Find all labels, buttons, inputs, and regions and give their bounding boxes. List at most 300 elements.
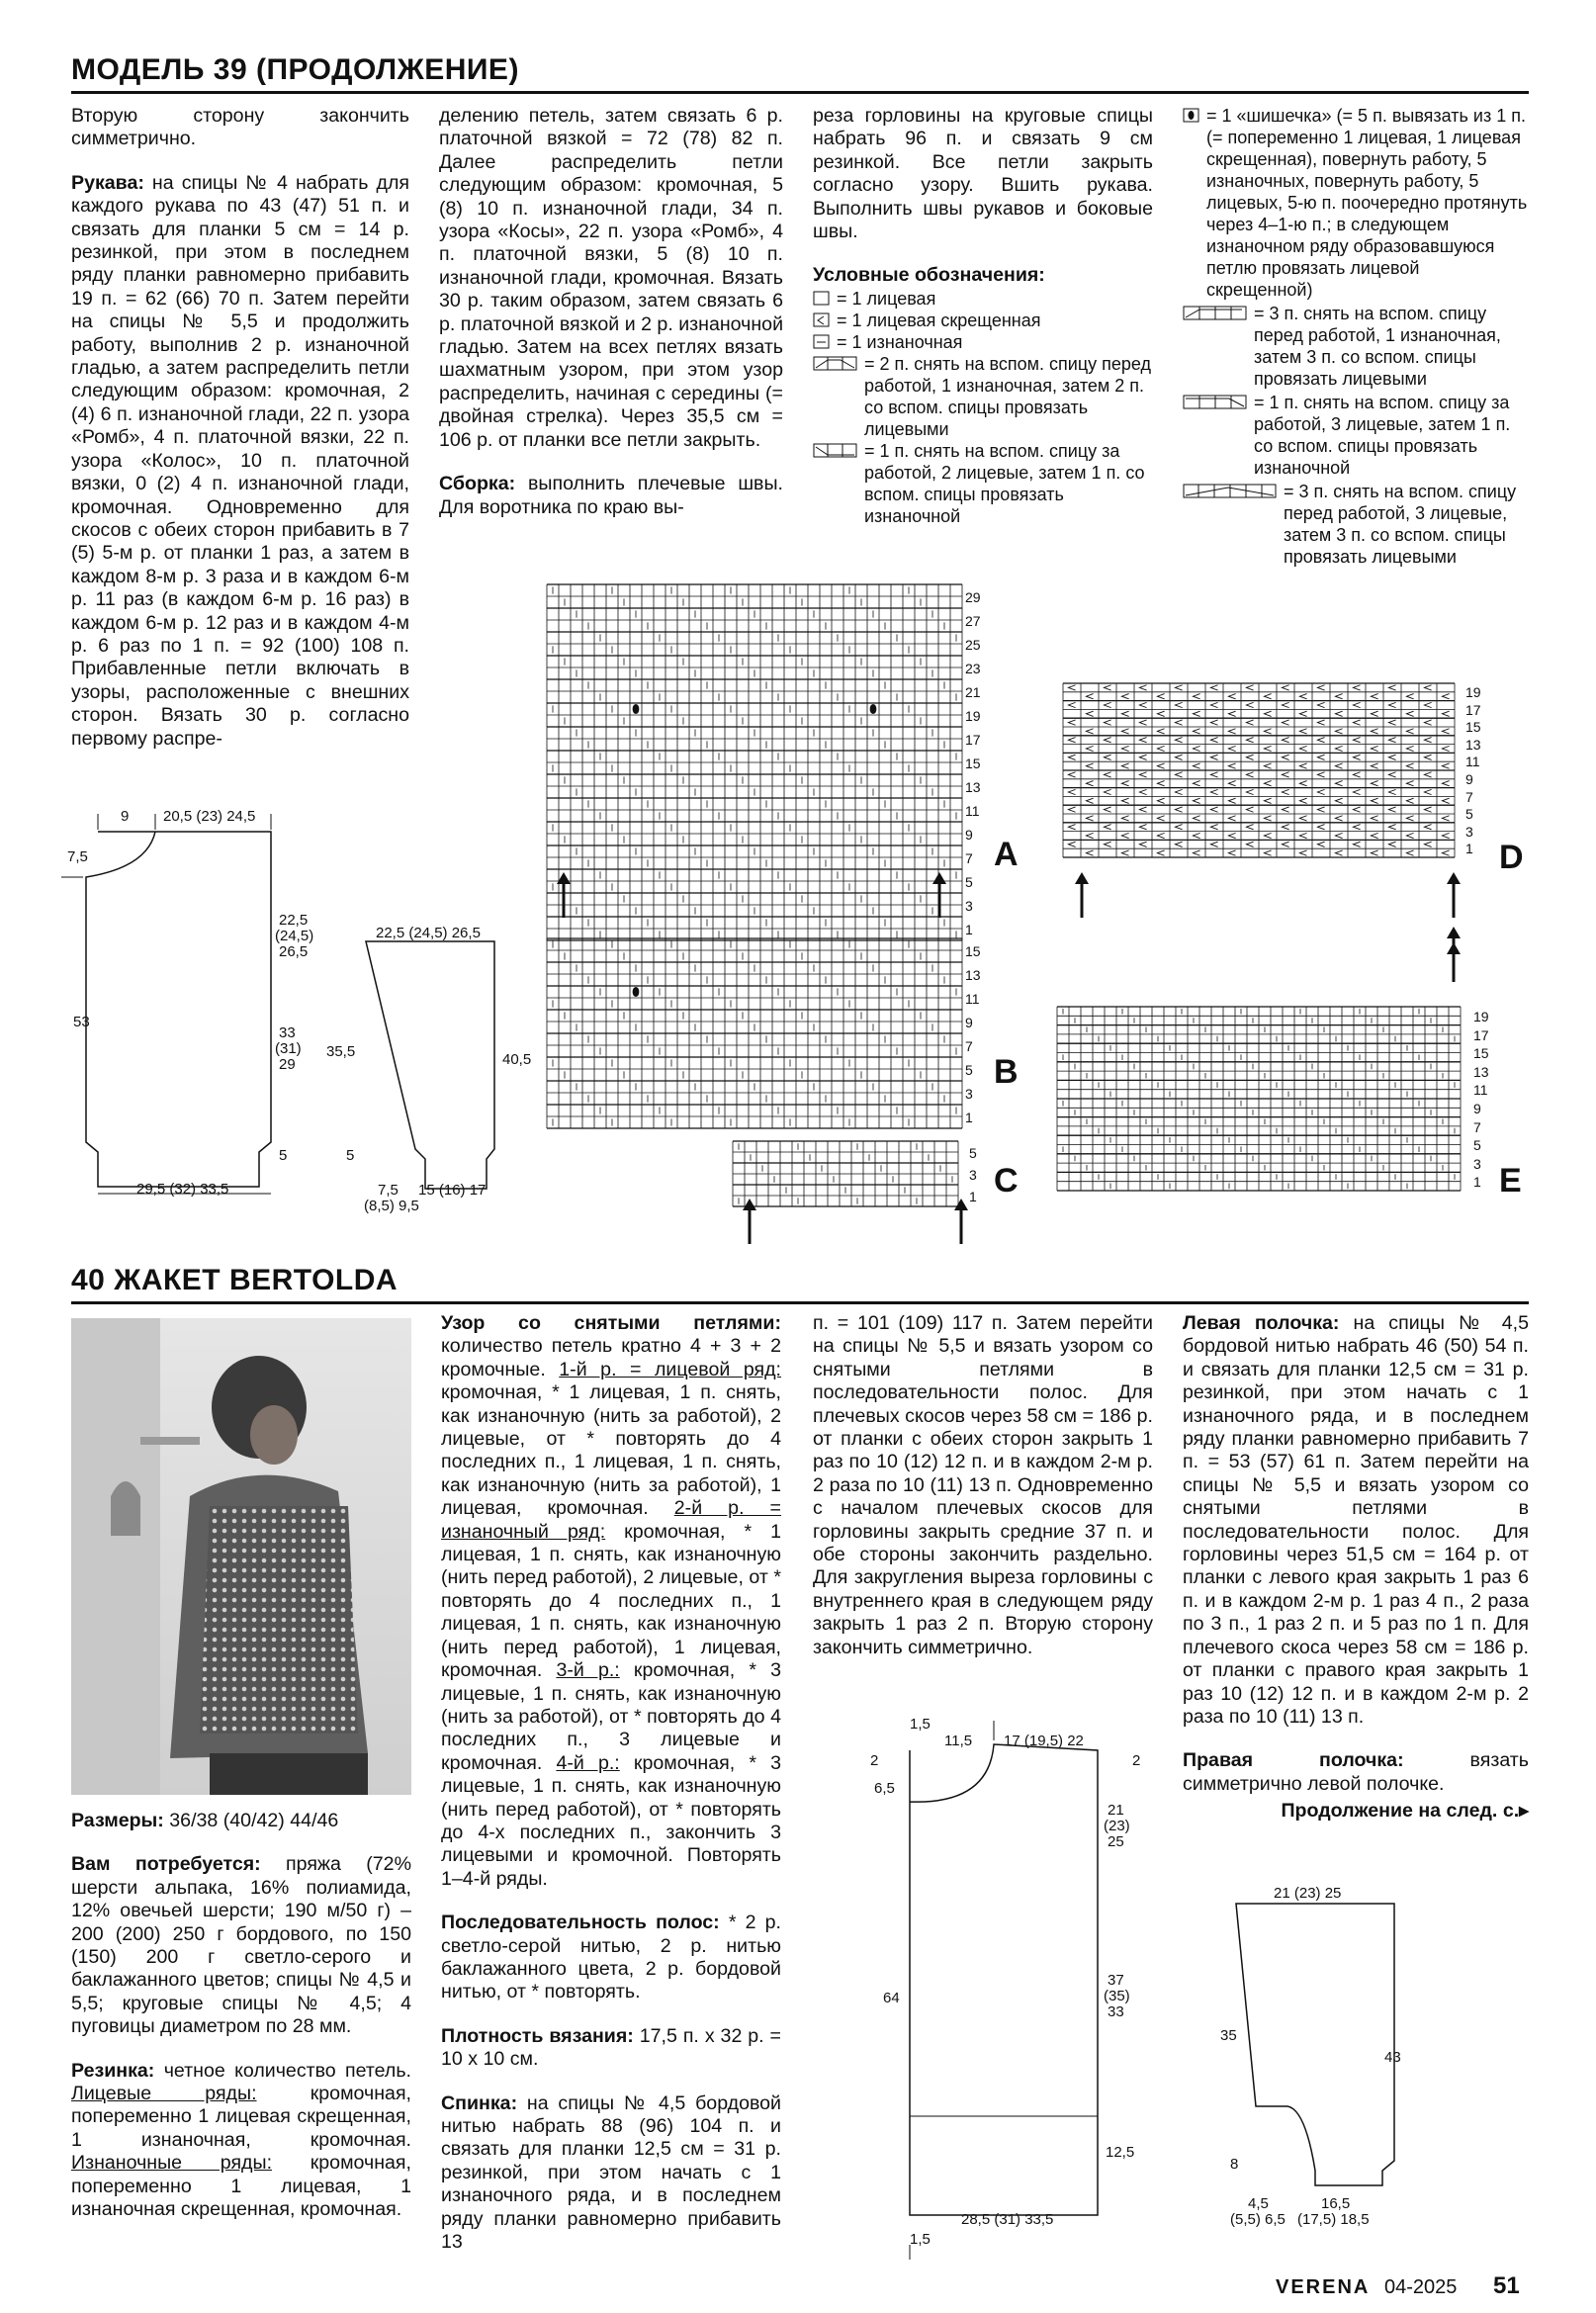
twisted-stitch-mark — [1264, 694, 1271, 699]
row-label: 4-й р.: — [556, 1751, 620, 1774]
subheading: Плотность вязания: — [441, 2024, 634, 2047]
twisted-stitch-mark — [1388, 789, 1395, 794]
twisted-stitch-mark — [1335, 833, 1342, 838]
twisted-stitch-mark — [1317, 842, 1324, 846]
twisted-stitch-mark — [1246, 842, 1253, 846]
twisted-stitch-mark — [1193, 763, 1199, 768]
chart-row-number: 1 — [965, 1110, 973, 1125]
twisted-stitch-mark — [1175, 720, 1182, 725]
twisted-stitch-mark — [1282, 755, 1288, 759]
dimension-label: 11,5 — [944, 1733, 973, 1749]
chart-row-number: 1 — [965, 922, 973, 937]
knitting-chart-c — [732, 1140, 959, 1207]
twisted-stitch-mark — [1246, 702, 1253, 707]
legend-item — [1183, 392, 1529, 479]
chart-row-number: 5 — [1473, 1137, 1481, 1154]
cable-2-1-symbol-icon — [813, 356, 858, 372]
twisted-stitch-mark — [1371, 781, 1377, 786]
twisted-stitch-mark — [1246, 772, 1253, 777]
footer-issue: 04-2025 — [1384, 2276, 1458, 2298]
twisted-stitch-mark — [1335, 729, 1342, 734]
twisted-stitch-mark — [1335, 850, 1342, 855]
double-arrow-up-icon — [1444, 925, 1463, 984]
twisted-stitch-mark — [1121, 798, 1128, 803]
chart-row-number: 9 — [1465, 770, 1473, 787]
paragraph: Вторую сторону закончить симметрично. — [71, 105, 409, 150]
cable-3-3-symbol-icon — [1183, 484, 1278, 499]
chart-row-number: 15 — [1465, 719, 1481, 736]
twisted-stitch-mark — [1121, 729, 1128, 734]
twisted-stitch-mark — [1264, 850, 1271, 855]
paragraph-back — [441, 2092, 781, 2255]
twisted-stitch-mark — [1246, 738, 1253, 743]
dimension-label: 15 (16) 17 — [418, 1182, 487, 1199]
subheading: Рукава: — [71, 171, 144, 194]
twisted-stitch-mark — [1371, 694, 1377, 699]
dimension-label: 53 — [73, 1014, 90, 1030]
twisted-stitch-mark — [1406, 798, 1413, 803]
text: 36/38 (40/42) 44/46 — [163, 1810, 339, 1831]
chart-a-letter: A — [994, 836, 1019, 873]
text: кромочная, * 3 лицевые, 1 п. снять, как изнаночную (нить за работой), от * повторять до 4 последних п., 3 лицевые и кромочная. — [441, 1659, 781, 1774]
chart-e-letter: E — [1499, 1162, 1522, 1200]
chart-row-number: 3 — [1465, 823, 1473, 840]
twisted-stitch-mark — [1068, 807, 1075, 812]
model39-column-1 — [71, 105, 409, 771]
twisted-stitch-mark — [1424, 842, 1431, 846]
twisted-stitch-mark — [1299, 746, 1306, 751]
twisted-stitch-mark — [1175, 825, 1182, 830]
twisted-stitch-mark — [1193, 816, 1199, 821]
chart-row-number: 11 — [965, 991, 980, 1007]
dimension-label: 2 — [870, 1752, 879, 1769]
subheading: Резинка: — [71, 2059, 155, 2082]
dimension-label: 29,5 (32) 33,5 — [136, 1181, 229, 1198]
twisted-stitch-mark — [1086, 711, 1093, 716]
dimension-label: (23) — [1104, 1818, 1130, 1834]
dimension-label: 33 — [1108, 2003, 1124, 2020]
twisted-stitch-mark — [1210, 720, 1217, 725]
twisted-stitch-mark — [1317, 807, 1324, 812]
model40-column-4 — [1183, 1312, 1529, 1824]
twisted-stitch-mark — [1139, 789, 1146, 794]
chart-row-number: 7 — [965, 850, 973, 866]
twisted-stitch-mark — [1157, 746, 1164, 751]
twisted-stitch-mark — [1228, 798, 1235, 803]
legend-text: = 2 п. снять на вспом. спицу перед работой, 1 изнаночная, затем 2 п. со вспом. спицы провязать лицевыми — [864, 353, 1152, 439]
model40-column-3 — [813, 1312, 1153, 1680]
dimension-label: 17 (19,5) 22 — [1004, 1733, 1084, 1749]
text: количество петель кратно 4 + 3 + 2 кромочные. — [441, 1335, 781, 1380]
title-rule — [71, 1301, 1529, 1304]
twisted-stitch-mark — [1104, 772, 1110, 777]
twisted-stitch-mark — [1299, 694, 1306, 699]
twisted-stitch-mark — [1139, 738, 1146, 743]
twisted-stitch-mark — [1228, 850, 1235, 855]
twisted-stitch-mark — [1442, 816, 1449, 821]
twisted-stitch-mark — [1193, 833, 1199, 838]
twisted-stitch-mark — [1157, 833, 1164, 838]
twisted-stitch-mark — [1193, 729, 1199, 734]
twisted-stitch-mark — [1157, 798, 1164, 803]
chart-row-number: 1 — [1473, 1174, 1481, 1191]
twisted-stitch-mark — [1388, 842, 1395, 846]
chart-row-number: 5 — [1465, 806, 1473, 823]
dimension-label: 1,5 — [910, 1716, 931, 1733]
dimension-label: 7,5 — [67, 848, 88, 865]
text: кромочная, * 3 лицевые, 1 п. снять, как изнаночную (нить перед работой), от * повторять до 4-х последних п., закончить 3 лицевыми и кромочной. Повторять 1–4-й ряды. — [441, 1751, 781, 1890]
twisted-stitch-mark — [1193, 694, 1199, 699]
paragraph-assembly — [439, 473, 783, 519]
twisted-stitch-mark — [1353, 825, 1360, 830]
bobble-mark — [633, 987, 640, 997]
model39-column-3 — [813, 105, 1153, 527]
paragraph: п. = 101 (109) 117 п. Затем перейти на спицы № 5,5 и вязать узором со снятыми петлями в последовательности полос. Для плечевых скосов через 58 см = 186 р. от планки с обеих сторон закрыть 1 раз по 10 (12) 12 п. и в каждом 2-м р. 2 раза по 10 (11) 13 п. Одновременно с началом плечевых скосов для горловины закрыть средние 37 п. и обе стороны закончить раздельно. Для закругления выреза горловины с внутреннего края в следующем ряду закрыть 1 раз 2 п. Вторую сторону закончить симметрично. — [813, 1312, 1153, 1658]
twisted-stitch-mark — [1264, 781, 1271, 786]
twisted-stitch-mark — [1388, 720, 1395, 725]
chart-grid — [732, 1140, 959, 1207]
twisted-stitch-mark — [1442, 763, 1449, 768]
twisted-stitch-mark — [1228, 729, 1235, 734]
twisted-stitch-mark — [1086, 798, 1093, 803]
dimension-label: (24,5) — [275, 928, 314, 944]
twisted-stitch-mark — [1121, 763, 1128, 768]
section-title-model39: МОДЕЛЬ 39 (ПРОДОЛЖЕНИЕ) — [71, 53, 519, 86]
twisted-stitch-mark — [1406, 694, 1413, 699]
text: кромочная, * 1 лицевая, 1 п. снять, как изнаночную (нить за работой), 2 лицевые, от * повторять до 4 последних п., 1 лицевая, 1 п. снять, как изнаночную (нить за работой), 1 лицевая, кромочная. — [441, 1381, 781, 1520]
twisted-stitch-mark — [1104, 755, 1110, 759]
chart-grid — [1056, 1006, 1462, 1192]
chart-row-number: 19 — [1465, 684, 1481, 700]
twisted-stitch-mark — [1193, 781, 1199, 786]
twisted-stitch-mark — [1371, 833, 1377, 838]
twisted-stitch-mark — [1388, 685, 1395, 690]
row-label: 2-й р. = изнаночный ряд: — [441, 1497, 781, 1543]
chart-grid — [546, 583, 963, 941]
twisted-stitch-mark — [1317, 720, 1324, 725]
twisted-stitch-mark — [1264, 746, 1271, 751]
twisted-stitch-mark — [1086, 833, 1093, 838]
twisted-stitch-mark — [1175, 755, 1182, 759]
paragraph-stripes — [441, 1912, 781, 2004]
twisted-stitch-mark — [1264, 833, 1271, 838]
chart-row-number: 23 — [965, 661, 981, 676]
twisted-stitch-mark — [1388, 772, 1395, 777]
twisted-stitch-mark — [1228, 763, 1235, 768]
model40-column-2 — [441, 1312, 781, 2274]
row-label: Изнаночные ряды: — [71, 2152, 273, 2175]
chart-row-number: 19 — [1473, 1009, 1489, 1024]
section-title-model40: 40 ЖАКЕТ BERTOLDA — [71, 1264, 399, 1296]
twisted-stitch-mark — [1442, 694, 1449, 699]
legend-text: = 3 п. снять на вспом. спицу перед работой, 3 лицевые, затем 3 п. со вспом. спицы провязать лицевыми — [1284, 482, 1517, 567]
twisted-stitch-mark — [1121, 816, 1128, 821]
twisted-stitch-mark — [1335, 816, 1342, 821]
twisted-stitch-mark — [1317, 755, 1324, 759]
twisted-stitch-mark — [1210, 755, 1217, 759]
subheading: Узор со снятыми петлями: — [441, 1312, 781, 1334]
chart-row-number: 9 — [965, 827, 973, 843]
twisted-stitch-mark — [1068, 772, 1075, 777]
twisted-stitch-mark — [1442, 711, 1449, 716]
arrow-up-icon — [951, 1197, 971, 1246]
twisted-stitch-mark — [1282, 772, 1288, 777]
twisted-stitch-mark — [1139, 772, 1146, 777]
chart-row-number: 15 — [965, 756, 981, 771]
twisted-stitch-mark — [1317, 738, 1324, 743]
twisted-stitch-mark — [1210, 772, 1217, 777]
twisted-stitch-mark — [1335, 763, 1342, 768]
dimension-label: 1,5 — [910, 2231, 931, 2248]
chart-d-letter: D — [1499, 839, 1524, 876]
twisted-stitch-mark — [1424, 825, 1431, 830]
twisted-stitch-mark — [1335, 746, 1342, 751]
paragraph-left-front — [1183, 1312, 1529, 1729]
chart-row-number: 15 — [1473, 1045, 1489, 1062]
twisted-stitch-mark — [1068, 720, 1075, 725]
legend-heading: Условные обозначения: — [813, 264, 1045, 287]
twisted-stitch-mark — [1086, 694, 1093, 699]
text: четное количество петель. — [154, 2059, 411, 2082]
legend-text: = 1 п. снять на вспом. спицу за работой, 3 лицевые, затем 1 п. со вспом. спицы провязать изнаночной — [1254, 393, 1511, 478]
dimension-label: 21 — [1108, 1802, 1124, 1819]
twisted-stitch-mark — [1353, 738, 1360, 743]
dimension-label: 22,5 (24,5) 26,5 — [376, 925, 481, 941]
text: вязать симметрично левой полочке. — [1183, 1749, 1529, 1795]
twisted-stitch-mark — [1317, 772, 1324, 777]
twisted-stitch-mark — [1193, 798, 1199, 803]
twisted-stitch-mark — [1353, 772, 1360, 777]
twisted-stitch-mark — [1175, 685, 1182, 690]
dimension-label: 25 — [1108, 1833, 1124, 1850]
chart-row-number: 1 — [969, 1189, 977, 1204]
bobble-symbol-icon — [1183, 108, 1200, 124]
twisted-stitch-mark — [1121, 746, 1128, 751]
twisted-stitch-mark — [1282, 789, 1288, 794]
twisted-stitch-mark — [1299, 711, 1306, 716]
chart-row-number: 13 — [965, 967, 981, 983]
dimension-label: (35) — [1104, 1988, 1130, 2004]
bobble-mark — [633, 704, 640, 714]
chart-grid — [1062, 682, 1456, 858]
twisted-stitch-mark — [1335, 781, 1342, 786]
twisted-stitch-mark — [1388, 807, 1395, 812]
twisted-stitch-mark — [1086, 816, 1093, 821]
chart-row-number: 7 — [1473, 1118, 1481, 1135]
knitting-chart-e — [1056, 1006, 1462, 1192]
twisted-stitch-mark — [1264, 711, 1271, 716]
twisted-stitch-mark — [1068, 825, 1075, 830]
chart-c-letter: C — [994, 1162, 1019, 1200]
model39-column-2 — [439, 105, 783, 540]
footer-brand: VERENA — [1276, 2276, 1371, 2298]
twisted-stitch-mark — [1388, 825, 1395, 830]
text: на спицы № 4,5 бордовой нитью набрать 46 (50) 54 п. и связать для планки 12,5 см = 31 р. резинкой, при этом начать с 1 изнаночного ряда, и в последнем ряду планки равномерно прибавить 7 п. = 53 (57) 61 п. Затем перейти на спицы № 5,5 и вязать узором со снятыми петлями в последовательности полос. Для горловины через 51,5 см = 164 р. от планки с левого края закрыть 1 раз 6 п. и в каждом 2-м р. 1 раз 4 п., 2 раза по 3 п., 1 раз 2 п. и 5 раз по 1 п. Для плечевого скоса через 58 см = 186 р. от планки с правого края закрыть 1 раз 10 (12) 12 п. и в каждом 2-м р. 2 раза по 10 (11) 13 п. — [1183, 1312, 1529, 1728]
arrow-up-icon — [1072, 870, 1092, 920]
pattern-sleeve2-outline — [1216, 1884, 1434, 2200]
twisted-stitch-mark — [1139, 755, 1146, 759]
chart-row-number: 11 — [965, 803, 980, 819]
twisted-stitch-mark — [1442, 746, 1449, 751]
knitting-chart-b — [546, 937, 963, 1129]
twisted-stitch-mark — [1104, 720, 1110, 725]
dimension-label: 29 — [279, 1056, 296, 1073]
subheading: Вам потребуется: — [71, 1853, 261, 1876]
twisted-stitch-mark — [1104, 702, 1110, 707]
subheading: Размеры: — [71, 1810, 164, 1831]
twisted-stitch-mark — [1424, 772, 1431, 777]
chart-row-number: 1 — [1465, 841, 1473, 857]
twisted-stitch-mark — [1282, 685, 1288, 690]
dimension-label: 7,5 — [378, 1182, 399, 1199]
twisted-stitch-mark — [1086, 729, 1093, 734]
twisted-stitch-mark — [1282, 720, 1288, 725]
twisted-stitch-mark — [1299, 798, 1306, 803]
dimension-label: 4,5 — [1248, 2195, 1269, 2212]
twisted-stitch-mark — [1246, 789, 1253, 794]
arrow-up-icon — [930, 870, 949, 920]
paragraph-gauge — [441, 2025, 781, 2072]
twisted-stitch-mark — [1086, 850, 1093, 855]
chart-row-number: 17 — [1473, 1026, 1489, 1043]
twisted-stitch-mark — [1371, 711, 1377, 716]
bobble-mark — [870, 704, 877, 714]
dimension-label: 21 (23) 25 — [1274, 1885, 1342, 1902]
twisted-stitch-mark — [1157, 763, 1164, 768]
row-label: 3-й р.: — [556, 1659, 620, 1682]
text: на спицы № 4,5 бордовой нитью набрать 88 (96) 104 п. и связать для планки 12,5 см = 31 р. резинкой, при этом начать с 1 изнаночного ряда, и в последнем ряду планки равномерно прибавить 13 — [441, 2091, 781, 2254]
chart-e-row-numbers — [1473, 1008, 1489, 1192]
twisted-stitch-mark — [1157, 850, 1164, 855]
twisted-stitch-mark — [1175, 842, 1182, 846]
text: 17,5 п. x 32 р. = 10 x 10 см. — [441, 2024, 781, 2071]
chart-grid — [546, 937, 963, 1129]
twisted-stitch-mark — [1282, 825, 1288, 830]
twisted-stitch-mark — [1442, 798, 1449, 803]
twisted-stitch-mark — [1317, 789, 1324, 794]
twisted-stitch-mark — [1353, 842, 1360, 846]
twisted-stitch-mark — [1388, 702, 1395, 707]
dimension-label: 9 — [121, 808, 130, 825]
twisted-stitch-mark — [1406, 833, 1413, 838]
twisted-stitch-mark — [1406, 763, 1413, 768]
twisted-stitch-mark — [1104, 842, 1110, 846]
twisted-stitch-mark — [1210, 807, 1217, 812]
twisted-stitch-mark — [1406, 781, 1413, 786]
twisted-stitch-mark — [1228, 781, 1235, 786]
twisted-stitch-mark — [1104, 789, 1110, 794]
dimension-label: 5 — [279, 1147, 288, 1164]
twisted-stitch-mark — [1175, 738, 1182, 743]
twisted-stitch-mark — [1353, 755, 1360, 759]
paragraph: делению петель, затем связать 6 р. платочной вязкой = 72 (78) 82 п. Далее распределить петли следующим образом: кромочная, 5 (8) 10 п. изнаночной глади, 34 п. узора «Косы», 22 п. узора «Ромб», 4 п. платочной вязки, 5 (8) 10 п. изнаночной глади, кромочная. Вязать 30 р. таким образом, затем связать 6 р. платочной вязкой и 2 р. изнаночной гладью. Затем на всех петлях вязать шахматным узором, при этом узор распределить, начиная с середины (= двойная стрелка). Через 35,5 см = 106 р. от планки все петли закрыть. — [439, 105, 784, 451]
dimension-label: 26,5 — [279, 943, 309, 960]
twisted-stitch-mark — [1121, 833, 1128, 838]
chart-row-number: 13 — [965, 779, 981, 795]
chart-a-row-numbers — [965, 585, 981, 941]
chart-row-number: 27 — [965, 613, 981, 629]
twisted-stitch-mark — [1086, 763, 1093, 768]
twisted-stitch-mark — [1068, 789, 1075, 794]
twisted-stitch-mark — [1139, 825, 1146, 830]
twisted-stitch-mark — [1424, 720, 1431, 725]
twisted-stitch-mark — [1157, 781, 1164, 786]
twisted-stitch-mark — [1246, 807, 1253, 812]
twisted-stitch-mark — [1442, 781, 1449, 786]
twisted-stitch-mark — [1210, 685, 1217, 690]
dimension-label: (5,5) 6,5 — [1230, 2211, 1286, 2228]
twisted-stitch-mark — [1317, 702, 1324, 707]
title-rule — [71, 91, 1529, 94]
twisted-stitch-mark — [1210, 825, 1217, 830]
dimension-label: 2 — [1132, 1752, 1141, 1769]
twisted-stitch-mark — [1121, 694, 1128, 699]
chart-row-number: 17 — [1465, 701, 1481, 718]
twisted-stitch-mark — [1353, 702, 1360, 707]
twisted-stitch-mark — [1228, 833, 1235, 838]
chart-b-letter: B — [994, 1053, 1019, 1091]
twisted-stitch-mark — [1175, 789, 1182, 794]
twisted-stitch-mark — [1264, 729, 1271, 734]
twisted-stitch-mark — [1228, 694, 1235, 699]
paragraph-sleeves — [71, 172, 409, 751]
paragraph-slip-pattern — [441, 1312, 781, 1891]
knitting-chart-d — [1062, 682, 1456, 858]
twisted-stitch-mark — [1210, 842, 1217, 846]
model39-legend-column-4 — [1183, 105, 1529, 568]
chart-row-number: 3 — [965, 1086, 973, 1102]
dimension-label: 35,5 — [326, 1043, 356, 1060]
dimension-label: 8 — [1230, 2156, 1239, 2173]
twisted-stitch-mark — [1282, 702, 1288, 707]
twisted-stitch-mark — [1282, 807, 1288, 812]
twisted-stitch-mark — [1264, 763, 1271, 768]
chart-row-number: 25 — [965, 637, 981, 653]
twisted-stitch-mark — [1068, 842, 1075, 846]
twisted-stitch-mark — [1104, 825, 1110, 830]
chart-row-number: 3 — [1473, 1155, 1481, 1172]
row-label: 1-й р. = лицевой ряд: — [559, 1358, 781, 1380]
twisted-stitch-mark — [1406, 816, 1413, 821]
subheading: Левая полочка: — [1183, 1312, 1340, 1334]
chart-row-number: 17 — [965, 732, 981, 748]
arrow-up-icon — [554, 870, 574, 920]
twisted-stitch-mark — [1299, 833, 1306, 838]
legend-item — [813, 440, 1153, 527]
twisted-stitch-mark — [1175, 772, 1182, 777]
twisted-stitch-mark — [1353, 807, 1360, 812]
twisted-stitch-mark — [1228, 816, 1235, 821]
chart-row-number: 13 — [1473, 1063, 1489, 1080]
row-label: Лицевые ряды: — [71, 2083, 257, 2105]
text: пряжа (72% шерсти альпака, 16% полиамида, 12% овечьей шерсти; 190 м/50 г) – 200 (200) 250 г бордового, по 150 (150) 200 г светло-серого и баклажанного цветов; спицы № 4,5 и 5,5; круговые спицы № 4,5; 4 пуговицы диаметром по 28 мм. — [71, 1853, 411, 2038]
twisted-stitch-mark — [1175, 702, 1182, 707]
twisted-stitch-mark — [1246, 685, 1253, 690]
twisted-stitch-mark — [1424, 685, 1431, 690]
continued-note: Продолжение на след. с.▸ — [1281, 1800, 1529, 1823]
twisted-stitch-mark — [1068, 685, 1075, 690]
legend-list — [813, 288, 1153, 527]
twisted-stitch-mark — [1210, 738, 1217, 743]
twisted-stitch-mark — [1104, 807, 1110, 812]
twisted-stitch-mark — [1406, 746, 1413, 751]
twisted-stitch-mark — [1353, 720, 1360, 725]
twisted-stitch-mark — [1068, 755, 1075, 759]
text: кромочная, * 1 лицевая, 1 п. снять, как изнаночную (нить перед работой), 2 лицевые, от * повторять до 4 последних п., 1 лицевая, 1 п. снять, как изнаночную (нить перед работой), 1 лицевая, кромочная. — [441, 1520, 781, 1682]
chart-row-number: 3 — [969, 1167, 977, 1183]
knitting-chart-a — [546, 583, 963, 941]
legend-item — [813, 331, 1153, 353]
